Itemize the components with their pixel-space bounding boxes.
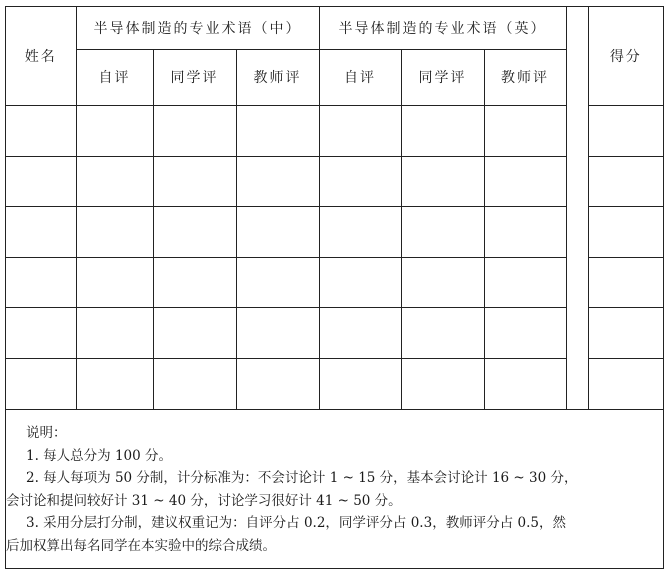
score-cell[interactable] [319,105,401,156]
total-cell[interactable] [588,105,663,156]
table-row [6,156,663,206]
score-cell[interactable] [401,105,484,156]
name-header: 姓名 [6,7,76,105]
score-cell[interactable] [319,358,401,409]
notes-item-2-line-2: 会讨论和提问较好计 31 ~ 40 分，讨论学习很好计 41 ~ 50 分。 [6,492,402,509]
score-cell[interactable] [153,156,236,206]
score-cell[interactable] [401,358,484,409]
total-cell[interactable] [588,156,663,206]
score-cell[interactable] [319,156,401,206]
score-cell[interactable] [236,105,319,156]
terms-cn-header: 半导体制造的专业术语（中） [76,7,319,49]
table-row [6,358,663,409]
evaluation-sheet [5,6,664,569]
score-cell[interactable] [236,156,319,206]
score-cell[interactable] [236,206,319,257]
score-cell[interactable] [484,156,566,206]
sub-header-self-en: 自评 [319,49,401,105]
spacer-column [566,7,588,409]
sub-header-teacher-en: 教师评 [484,49,566,105]
evaluation-table [6,7,663,410]
total-cell[interactable] [588,257,663,307]
score-cell[interactable] [76,206,153,257]
score-cell[interactable] [484,307,566,358]
score-cell[interactable] [319,206,401,257]
table-row [6,105,663,156]
score-cell[interactable] [153,257,236,307]
score-cell[interactable] [76,105,153,156]
notes-item-2-line-1: 2. 每人每项为 50 分制，计分标准为：不会讨论计 1 ~ 15 分，基本会讨论计 16 ~ 30 分， [26,470,578,486]
sub-header-teacher-cn: 教师评 [236,49,319,105]
name-cell[interactable] [6,358,76,409]
name-cell[interactable] [6,206,76,257]
notes-item-3-line-1: 3. 采用分层打分制，建议权重记为：自评分占 0.2，同学评分占 0.3，教师评分占 0.5，然 [26,515,566,531]
total-cell[interactable] [588,307,663,358]
score-cell[interactable] [153,105,236,156]
score-cell[interactable] [401,156,484,206]
table-row [6,307,663,358]
table-row [6,257,663,307]
score-header: 得分 [588,7,663,105]
notes-item-3-line-2: 后加权算出每名同学在本实验中的综合成绩。 [6,537,276,554]
name-cell[interactable] [6,156,76,206]
score-cell[interactable] [401,206,484,257]
score-cell[interactable] [484,105,566,156]
score-cell[interactable] [153,358,236,409]
score-cell[interactable] [76,156,153,206]
name-cell[interactable] [6,307,76,358]
total-cell[interactable] [588,206,663,257]
score-cell[interactable] [236,307,319,358]
score-cell[interactable] [76,358,153,409]
terms-en-header: 半导体制造的专业术语（英） [319,7,566,49]
score-cell[interactable] [484,358,566,409]
sub-header-peer-cn: 同学评 [153,49,236,105]
score-cell[interactable] [153,307,236,358]
sub-header-peer-en: 同学评 [401,49,484,105]
score-cell[interactable] [484,206,566,257]
notes-item-1: 1. 每人总分为 100 分。 [26,447,173,464]
score-cell[interactable] [401,257,484,307]
notes-section [6,411,663,557]
score-cell[interactable] [76,257,153,307]
score-cell[interactable] [153,206,236,257]
total-cell[interactable] [588,358,663,409]
score-cell[interactable] [401,307,484,358]
score-cell[interactable] [236,358,319,409]
notes-title: 说明： [26,425,67,441]
name-cell[interactable] [6,257,76,307]
score-cell[interactable] [319,307,401,358]
score-cell[interactable] [236,257,319,307]
table-row [6,206,663,257]
sub-header-self-cn: 自评 [76,49,153,105]
score-cell[interactable] [484,257,566,307]
score-cell[interactable] [76,307,153,358]
score-cell[interactable] [319,257,401,307]
name-cell[interactable] [6,105,76,156]
